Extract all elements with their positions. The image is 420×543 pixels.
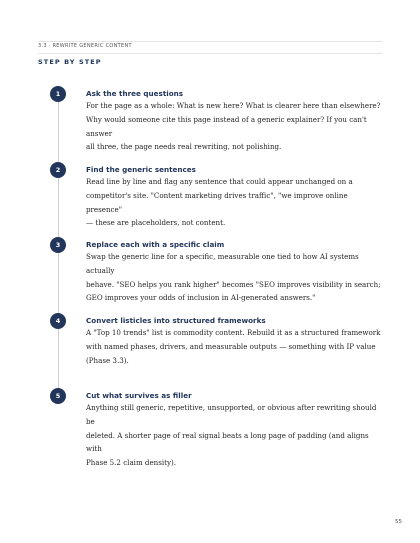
step-1-title: Ask the three questions xyxy=(86,89,184,98)
step-1-number-badge: 1 xyxy=(50,86,66,102)
step-3-number-badge: 3 xyxy=(50,237,66,253)
running-header xyxy=(38,41,382,54)
step-5-title: Cut what survives as filler xyxy=(86,391,192,400)
step-4-title: Convert listicles into structured frameworks xyxy=(86,316,266,325)
step-3-body: Swap the generic line for a specific, measurable one tied to how AI systems actually behave. "SEO helps you rank higher" becomes "SEO improves visibility in search; GEO improves your odds of inclusion in AI-generated answers." xyxy=(86,252,381,303)
step-4-number-badge: 4 xyxy=(50,313,66,329)
step-1-body: For the page as a whole: What is new here? What is clearer here than elsewhere? Why would someone cite this page instead of a generic explainer? If you can't answer all three, the page needs real rewriting, not polishing. xyxy=(86,101,381,152)
step-4-body: A "Top 10 trends" list is commodity content. Rebuild it as a structured framework with named phases, drivers, and measurable outputs — something with IP value (Phase 3.3). xyxy=(86,328,381,365)
step-3-title: Replace each with a specific claim xyxy=(86,240,225,249)
running-header-label: 3.3 · REWRITE GENERIC CONTENT xyxy=(38,43,132,49)
page-number: 55 xyxy=(395,519,402,525)
step-2-number-badge: 2 xyxy=(50,162,66,178)
step-5-number-badge: 5 xyxy=(50,388,66,404)
step-5-body: Anything still generic, repetitive, unsupported, or obvious after rewriting should be deleted. A shorter page of real signal beats a long page of padding (and aligns with Phase 5.2 claim density). xyxy=(86,403,377,468)
step-2-body: Read line by line and flag any sentence that could appear unchanged on a competitor's site. "Content marketing drives traffic", "we improve online presence" — these are placeholders, not content. xyxy=(86,177,353,228)
section-title: STEP BY STEP xyxy=(38,58,102,66)
step-2-title: Find the generic sentences xyxy=(86,165,196,174)
